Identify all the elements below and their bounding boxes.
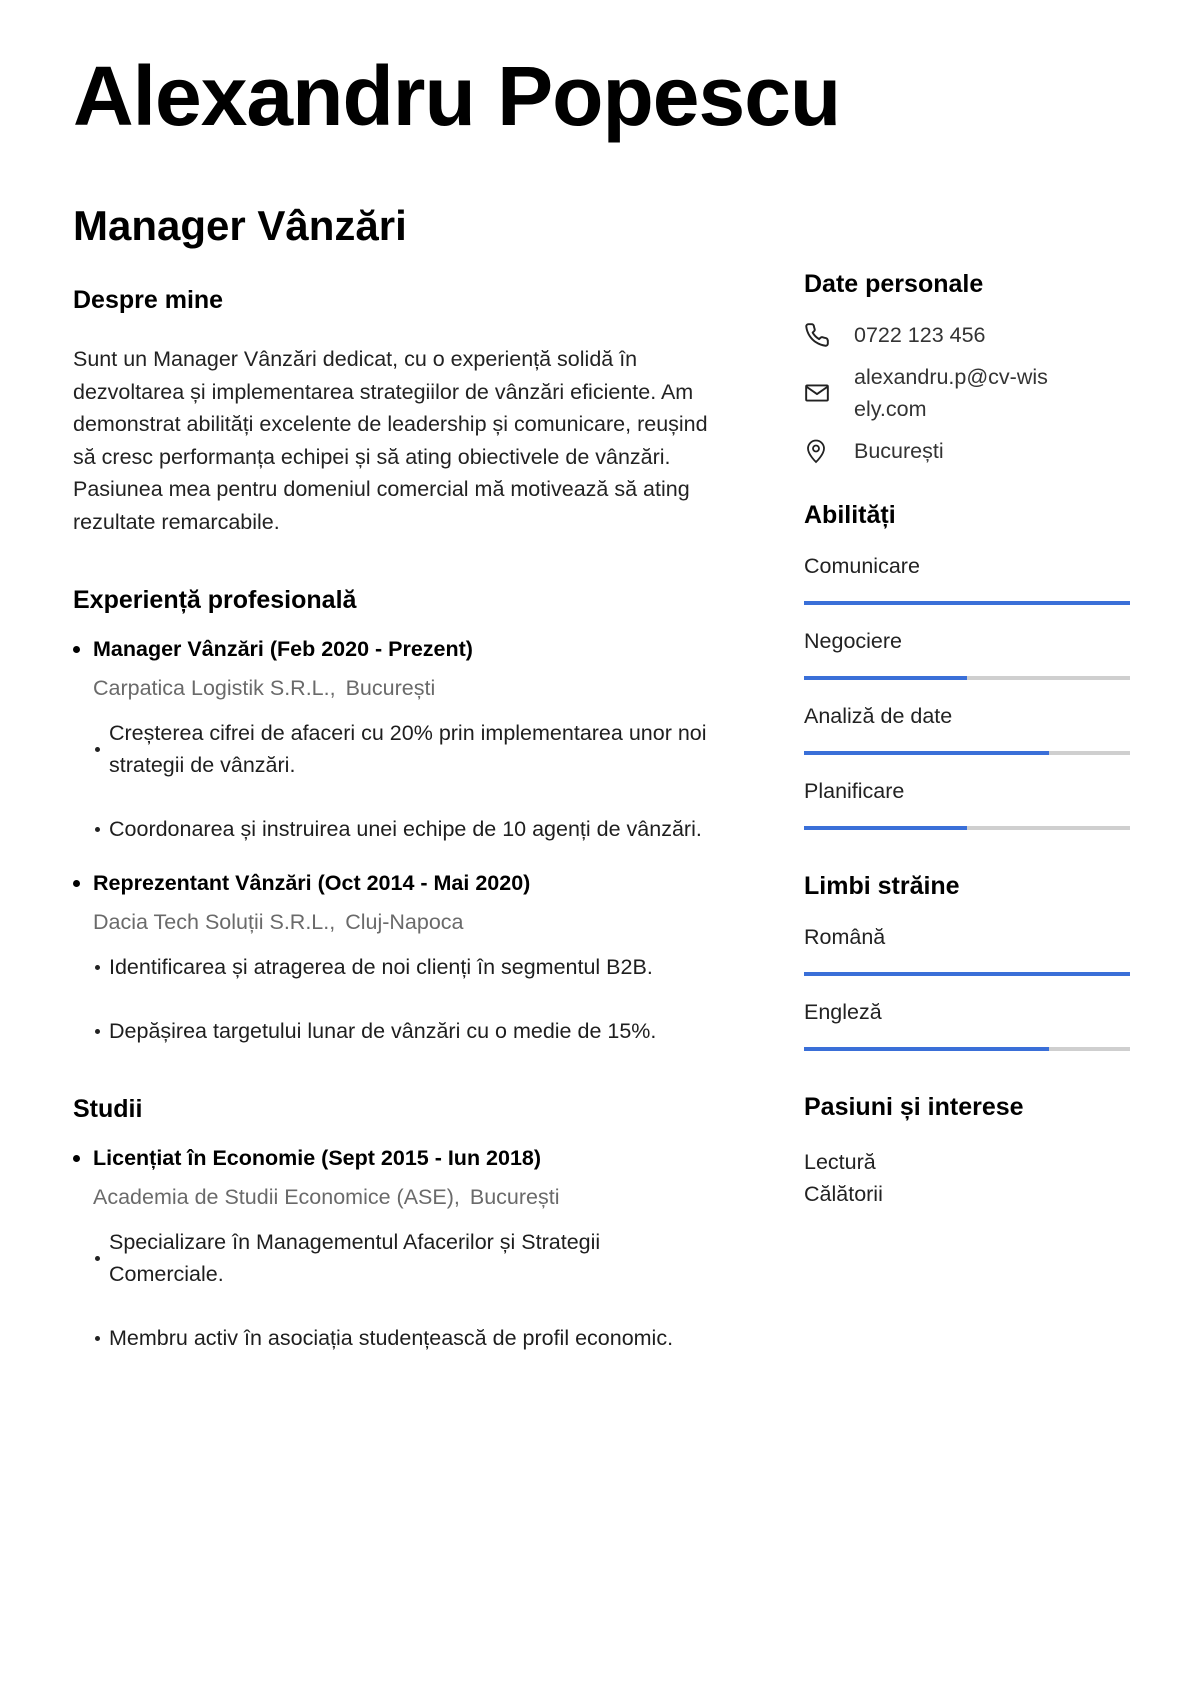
skill-level-fill	[804, 676, 967, 680]
language-name: Română	[804, 925, 886, 949]
studies-heading: Studii	[73, 1095, 143, 1123]
skill-item	[804, 629, 1134, 680]
language-item	[804, 1000, 1134, 1051]
studies-title: Licențiat în Economie (Sept 2015 - Iun 2018)	[73, 1146, 773, 1171]
skill-level-bar	[804, 676, 1130, 680]
interest-item: Lectură	[804, 1150, 876, 1174]
personal-heading: Date personale	[804, 270, 984, 298]
studies-bullet: Membru activ în asociația studențească de profil economic.	[93, 1322, 773, 1354]
experience-title: Manager Vânzări (Feb 2020 - Prezent)	[73, 637, 773, 662]
experience-bullet: Coordonarea și instruirea unei echipe de 10 agenți de vânzări.	[93, 813, 773, 845]
job-title: Manager Vânzări	[73, 202, 407, 249]
experience-bullet: Creșterea cifrei de afaceri cu 20% prin implementarea unor noi strategii de vânzări.	[93, 717, 709, 781]
skill-level-bar	[804, 826, 1130, 830]
language-item	[804, 925, 1134, 976]
experience-company-line	[73, 910, 773, 935]
skill-level-fill	[804, 601, 1130, 605]
phone-icon	[804, 319, 834, 351]
experience-company-line	[73, 676, 773, 701]
sidebar-column	[804, 270, 1134, 1210]
skill-level-bar	[804, 601, 1130, 605]
experience-bullets	[73, 717, 773, 845]
experience-location: București	[345, 676, 436, 700]
interests-list	[804, 1146, 1134, 1210]
contact-list	[804, 319, 1134, 467]
language-level-bar	[804, 972, 1130, 976]
skill-item	[804, 554, 1134, 605]
language-name: Engleză	[804, 1000, 882, 1024]
experience-company: Dacia Tech Soluții S.R.L.,	[93, 910, 336, 934]
studies-bullets	[73, 1226, 773, 1354]
skill-name: Comunicare	[804, 554, 920, 578]
skill-level-bar	[804, 751, 1130, 755]
studies-institution: Academia de Studii Economice (ASE),	[93, 1185, 460, 1209]
location-pin-icon	[804, 435, 834, 467]
experience-bullet: Identificarea și atragerea de noi clienți în segmentul B2B.	[93, 951, 773, 983]
studies-institution-line	[73, 1185, 773, 1210]
contact-phone	[804, 319, 1134, 351]
language-level-bar	[804, 1047, 1130, 1051]
studies-bullet: Specializare în Managementul Afacerilor și Strategii Comerciale.	[93, 1226, 709, 1290]
experience-heading: Experiență profesională	[73, 586, 357, 614]
skill-name: Negociere	[804, 629, 902, 653]
mail-icon	[804, 377, 834, 409]
experience-company: Carpatica Logistik S.R.L.,	[93, 676, 336, 700]
languages-list	[804, 925, 1134, 1051]
skill-name: Planificare	[804, 779, 905, 803]
experience-entry	[73, 871, 773, 1047]
about-heading: Despre mine	[73, 286, 224, 314]
email-text: alexandru.p@cv-wisely.com	[854, 365, 1048, 421]
contact-city	[804, 435, 1134, 467]
skill-item	[804, 704, 1134, 755]
language-level-fill	[804, 1047, 1049, 1051]
experience-entry	[73, 637, 773, 845]
skill-level-fill	[804, 751, 1049, 755]
studies-location: București	[469, 1185, 560, 1209]
skill-name: Analiză de date	[804, 704, 953, 728]
experience-bullet: Depășirea targetului lunar de vânzări cu o medie de 15%.	[93, 1015, 773, 1047]
skill-level-fill	[804, 826, 967, 830]
skills-list	[804, 554, 1134, 830]
about-text: Sunt un Manager Vânzări dedicat, cu o experiență solidă în dezvoltarea și implementarea strategiilor de vânzări eficiente. Am demonstrat abilități excelente de leadership și comunicare, reușind să cresc performanța echipei și să ating obiectivele de vânzări. Pasiunea mea pentru domeniul comercial mă motivează să ating rezultate remarcabile.	[73, 347, 708, 534]
languages-heading: Limbi străine	[804, 872, 960, 900]
candidate-name: Alexandru Popescu	[73, 49, 841, 143]
studies-entry	[73, 1146, 773, 1354]
skills-heading: Abilități	[804, 501, 896, 529]
phone-text: 0722 123 456	[854, 323, 986, 347]
skill-item	[804, 779, 1134, 830]
experience-title: Reprezentant Vânzări (Oct 2014 - Mai 2020)	[73, 871, 773, 896]
experience-location: Cluj-Napoca	[345, 910, 464, 934]
language-level-fill	[804, 972, 1130, 976]
main-column	[73, 286, 773, 1354]
contact-email	[804, 361, 1134, 425]
city-text: București	[854, 439, 944, 463]
interest-item: Călătorii	[804, 1182, 883, 1206]
interests-heading: Pasiuni și interese	[804, 1093, 1024, 1121]
experience-bullets	[73, 951, 773, 1047]
